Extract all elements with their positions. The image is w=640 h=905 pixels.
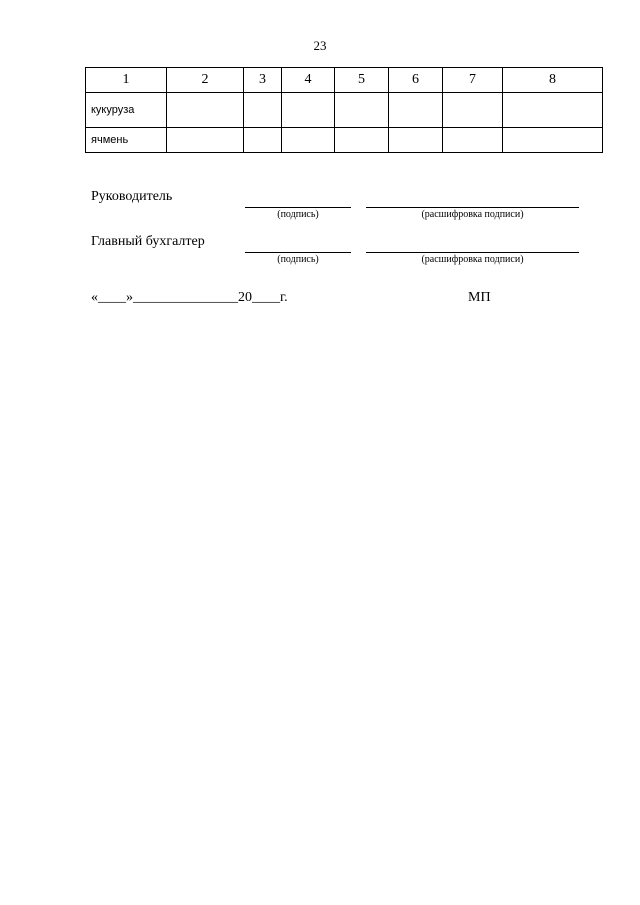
table-cell[interactable] bbox=[282, 128, 335, 153]
director-label: Руководитель bbox=[91, 189, 173, 204]
table-cell[interactable] bbox=[389, 93, 443, 128]
table-cell[interactable] bbox=[244, 93, 282, 128]
data-table bbox=[85, 67, 603, 153]
chief-accountant-signature-line[interactable] bbox=[245, 252, 351, 253]
chief-accountant-label: Главный бухгалтер bbox=[91, 234, 205, 249]
table-cell[interactable] bbox=[282, 93, 335, 128]
chief-accountant-decoding-caption: (расшифровка подписи) bbox=[421, 254, 524, 265]
page-number: 23 bbox=[313, 38, 327, 53]
table-header-row bbox=[86, 68, 603, 93]
table-cell[interactable] bbox=[167, 128, 244, 153]
table-cell[interactable] bbox=[503, 93, 603, 128]
table-cell[interactable] bbox=[443, 128, 503, 153]
table-cell[interactable] bbox=[335, 128, 389, 153]
table-row bbox=[86, 93, 603, 128]
date-field[interactable]: «____»_______________20____г. bbox=[91, 290, 288, 305]
column-header: 6 bbox=[389, 68, 443, 93]
chief-accountant-signature-caption: (подпись) bbox=[277, 254, 319, 265]
column-header: 2 bbox=[167, 68, 244, 93]
table-cell[interactable] bbox=[503, 128, 603, 153]
director-decoding-line[interactable] bbox=[366, 207, 579, 208]
table-cell[interactable] bbox=[443, 93, 503, 128]
column-header: 3 bbox=[244, 68, 282, 93]
table-cell[interactable] bbox=[389, 128, 443, 153]
row-label-corn: кукуруза bbox=[86, 93, 167, 128]
stamp-placeholder: МП bbox=[468, 290, 491, 305]
table-cell[interactable] bbox=[167, 93, 244, 128]
column-header: 4 bbox=[282, 68, 335, 93]
chief-accountant-decoding-line[interactable] bbox=[366, 252, 579, 253]
row-label-barley: ячмень bbox=[86, 128, 167, 153]
table-row bbox=[86, 128, 603, 153]
column-header: 5 bbox=[335, 68, 389, 93]
column-header: 7 bbox=[443, 68, 503, 93]
director-signature-line[interactable] bbox=[245, 207, 351, 208]
table-cell[interactable] bbox=[244, 128, 282, 153]
column-header: 1 bbox=[86, 68, 167, 93]
director-signature-caption: (подпись) bbox=[277, 209, 319, 220]
director-decoding-caption: (расшифровка подписи) bbox=[421, 209, 524, 220]
column-header: 8 bbox=[503, 68, 603, 93]
table-cell[interactable] bbox=[335, 93, 389, 128]
